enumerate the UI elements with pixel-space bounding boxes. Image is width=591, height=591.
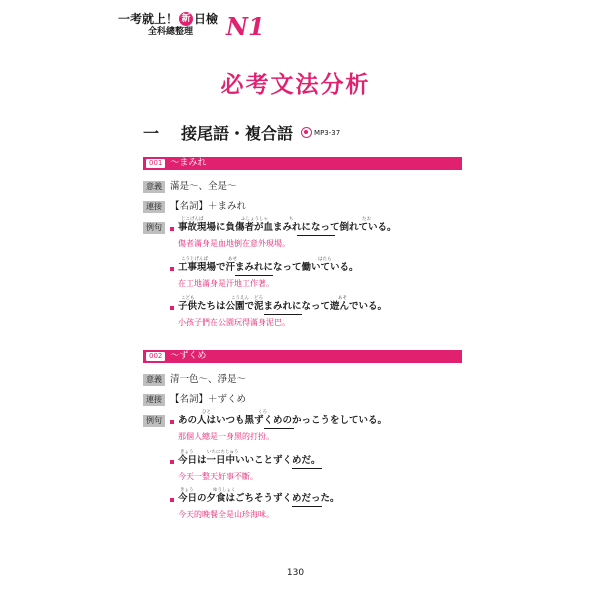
- bullet-marker: [170, 498, 174, 502]
- connection-text: 【名詞】＋ずくめ: [170, 394, 247, 405]
- pattern-underline: [292, 506, 322, 507]
- audio-track-label: MP3-37: [314, 128, 341, 137]
- furigana: ふしょうしゃ: [241, 217, 268, 222]
- meaning-tag: 意義: [143, 374, 165, 386]
- page-title: 必考文法分析: [220, 72, 371, 98]
- brand-text-2: 日檢: [194, 12, 219, 26]
- furigana: たお: [362, 217, 371, 222]
- examples-tag: 例句: [143, 415, 165, 427]
- example-translation: 那個人總是一身黑的打扮。: [178, 432, 274, 441]
- bullet-marker: [170, 420, 174, 424]
- pattern-underline: [264, 314, 302, 315]
- furigana: ひと: [202, 410, 211, 415]
- example-translation: 今天的晚餐全是山珍海味。: [178, 510, 274, 519]
- connection-tag: 連接: [143, 201, 165, 213]
- connection-tag: 連接: [143, 394, 165, 406]
- furigana: あそ: [338, 296, 347, 301]
- pattern-underline: [235, 275, 273, 276]
- furigana: こども: [181, 296, 195, 301]
- furigana: あせ: [228, 257, 237, 262]
- furigana: ゆうしょく: [213, 488, 236, 493]
- brand-text: 一考就上！: [118, 12, 179, 26]
- example-translation: 傷者滿身是血地倒在意外現場。: [178, 239, 290, 248]
- cd-disc-icon: [301, 127, 312, 138]
- bullet-marker: [170, 227, 174, 231]
- example-sentence: あの人はいつも黒ずくめのかっこうをしている。: [178, 415, 388, 426]
- section-heading: [143, 121, 340, 144]
- brand-level: N1: [226, 12, 265, 41]
- grammar-entry-header: [143, 350, 462, 363]
- meaning-text: 清一色～、淨是～: [170, 374, 247, 385]
- connection-text: 【名詞】＋まみれ: [170, 201, 247, 212]
- furigana: はたら: [318, 257, 332, 262]
- examples-tag: 例句: [143, 222, 165, 234]
- example-sentence: 子供たちは公園で泥まみれになって遊んでいる。: [178, 301, 388, 312]
- furigana: どろ: [254, 296, 263, 301]
- example-sentence: 今日は一日中いいことずくめだ。: [178, 455, 321, 466]
- bullet-marker: [170, 306, 174, 310]
- brand-new-badge: 新: [179, 12, 193, 26]
- bullet-marker: [170, 267, 174, 271]
- furigana: きょう: [180, 488, 194, 493]
- entry-number: 002: [146, 352, 165, 361]
- meaning-tag: 意義: [143, 181, 165, 193]
- meaning-text: 滿是～、全是～: [170, 181, 237, 192]
- page-number: 130: [286, 568, 305, 578]
- furigana: こうえん: [231, 296, 249, 301]
- furigana: ち: [289, 217, 294, 222]
- entry-number: 001: [146, 159, 165, 168]
- entry-pattern: ～ずくめ: [170, 351, 207, 361]
- example-translation: 今天一整天好事不斷。: [178, 472, 258, 481]
- section-number: 一: [143, 124, 160, 143]
- example-translation: 在工地滿身是汗地工作著。: [178, 279, 274, 288]
- pattern-underline: [292, 468, 322, 469]
- furigana: くろ: [258, 410, 267, 415]
- example-translation: 小孩子們在公園玩得滿身泥巴。: [178, 318, 290, 327]
- example-sentence: 工事現場で汗まみれになって働いている。: [178, 262, 359, 273]
- example-sentence: 事故現場に負傷者が血まみれになって倒れている。: [178, 222, 397, 233]
- furigana: きょう: [180, 450, 194, 455]
- furigana: じこげんば: [181, 217, 204, 222]
- section-title: 接尾語・複合語: [181, 124, 294, 143]
- example-sentence: 今日の夕食はごちそうずくめだった。: [178, 493, 340, 504]
- pattern-underline: [264, 428, 294, 429]
- brand-subtitle: 全科總整理: [148, 27, 194, 37]
- book-brand: [118, 12, 265, 41]
- entry-pattern: ～まみれ: [170, 158, 207, 168]
- furigana: こうじげんば: [181, 257, 208, 262]
- bullet-marker: [170, 460, 174, 464]
- pattern-underline: [297, 235, 335, 236]
- grammar-entry-header: [143, 157, 462, 170]
- furigana: いちにちじゅう: [207, 450, 239, 455]
